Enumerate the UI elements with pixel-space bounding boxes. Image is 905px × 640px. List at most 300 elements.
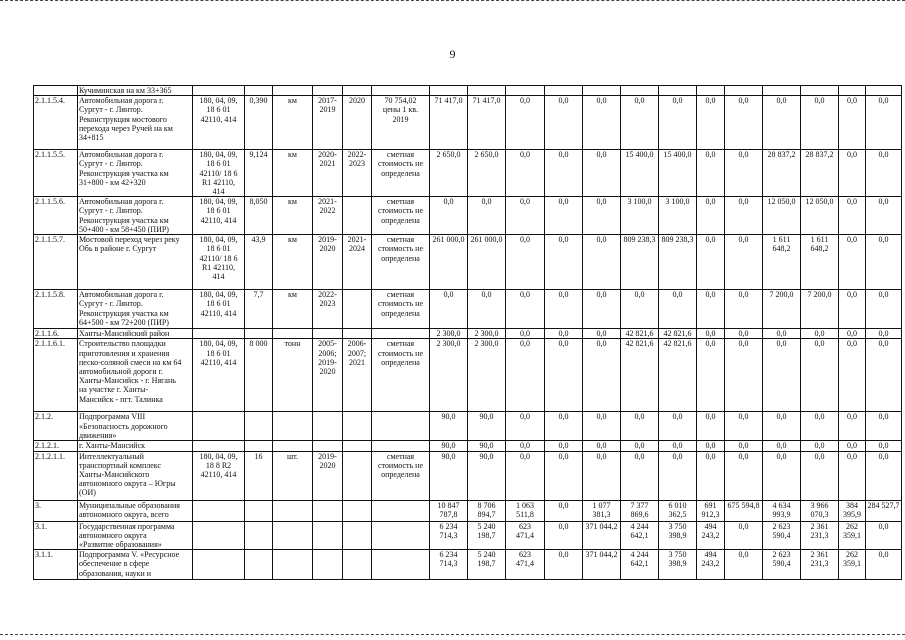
table-cell: 0,0: [839, 451, 866, 500]
table-cell: км: [273, 290, 313, 329]
table-cell: 2006- 2007; 2021: [343, 339, 372, 412]
table-cell: 0,0: [866, 235, 902, 290]
table-cell: 2.1.1.5.8.: [34, 290, 78, 329]
table-cell: [621, 86, 659, 96]
table-cell: 0,0: [725, 290, 763, 329]
table-cell: [193, 550, 245, 580]
table-cell: [866, 86, 902, 96]
table-cell: 0,0: [763, 451, 801, 500]
table-cell: 262 359,1: [839, 521, 866, 550]
table-cell: [506, 86, 545, 96]
table-cell: 2.1.2.1.1.: [34, 451, 78, 500]
table-cell: 6 234 714,3: [430, 521, 468, 550]
table-cell: 8,050: [245, 197, 273, 235]
table-cell: [245, 86, 273, 96]
table-cell: Автомобильная дорога г. Сургут - г. Лянтор. Реконструкция мостового перехода через Ручей на км 34+815: [78, 96, 193, 150]
table-cell: 0,0: [866, 521, 902, 550]
table-row: [34, 86, 902, 96]
table-cell: [372, 86, 430, 96]
table-cell: км: [273, 197, 313, 235]
table-cell: 0,0: [697, 339, 725, 412]
table-cell: 2005- 2006; 2019- 2020: [313, 339, 343, 412]
table-cell: Подпрограмма VIII «Безопасность дорожного движения»: [78, 412, 193, 441]
table-row: [34, 235, 902, 290]
table-cell: 0,0: [583, 339, 621, 412]
table-cell: 2022- 2023: [313, 290, 343, 329]
page-top-border: [0, 0, 905, 5]
table-cell: 0,0: [506, 451, 545, 500]
table-row: [34, 441, 902, 451]
table-cell: 0,0: [866, 550, 902, 580]
table-cell: [273, 550, 313, 580]
table-cell: Подпрограмма V. «Ресурсное обеспечение в сфере образования, науки и: [78, 550, 193, 580]
table-cell: [245, 500, 273, 521]
table-cell: 180, 04, 09, 18 6 01 42110/ 18 6 R1 42110, 414: [193, 235, 245, 290]
table-cell: 0,0: [583, 290, 621, 329]
table-cell: 3 750 398,9: [659, 550, 697, 580]
table-cell: 3 100,0: [621, 197, 659, 235]
table-cell: 623 471,4: [506, 550, 545, 580]
table-cell: 7 200,0: [763, 290, 801, 329]
table-cell: [193, 500, 245, 521]
table-cell: 0,0: [621, 96, 659, 150]
table-cell: 180, 04, 09, 18 6 01 42110, 414: [193, 197, 245, 235]
table-cell: 3.1.1.: [34, 550, 78, 580]
table-cell: [725, 86, 763, 96]
table-cell: 0,0: [763, 329, 801, 339]
table-cell: 0,0: [801, 412, 839, 441]
table-cell: 0,0: [506, 150, 545, 197]
table-cell: 28 837,2: [801, 150, 839, 197]
table-cell: 2020: [343, 96, 372, 150]
table-cell: 71 417,0: [468, 96, 506, 150]
table-row: [34, 500, 902, 521]
table-cell: 0,0: [801, 451, 839, 500]
table-cell: 0,0: [866, 96, 902, 150]
table-cell: 0,0: [866, 451, 902, 500]
table-cell: 0,0: [801, 441, 839, 451]
table-cell: 3.: [34, 500, 78, 521]
table-row: [34, 412, 902, 441]
table-cell: 4 244 642,1: [621, 521, 659, 550]
table-cell: [273, 86, 313, 96]
table-cell: 0,0: [725, 96, 763, 150]
table-cell: 262 359,1: [839, 550, 866, 580]
table-cell: Государственная программа автономного округа «Развитие образования»: [78, 521, 193, 550]
table-cell: 2 300,0: [468, 339, 506, 412]
table-cell: 0,0: [697, 441, 725, 451]
table-cell: 6 010 362,5: [659, 500, 697, 521]
table-cell: [245, 521, 273, 550]
table-cell: сметная стоимость не определена: [372, 150, 430, 197]
table-cell: 0,0: [545, 451, 583, 500]
table-cell: 0,0: [697, 329, 725, 339]
table-cell: 2019- 2020: [313, 451, 343, 500]
table-cell: 809 238,3: [659, 235, 697, 290]
table-cell: 0,0: [725, 412, 763, 441]
table-cell: [372, 550, 430, 580]
table-cell: Строительство площадки приготовления и хранения песко-соляной смеси на км 64 автомобильной дороги г. Ханты-Мансийск - г. Нягань на участке г. Ханты- Мансийск - пгт. Талинка: [78, 339, 193, 412]
table-cell: 0,0: [659, 451, 697, 500]
table-cell: 0,0: [545, 339, 583, 412]
table-cell: 0,0: [583, 96, 621, 150]
table-cell: 90,0: [430, 441, 468, 451]
table-cell: 0,0: [866, 329, 902, 339]
table-cell: 0,0: [506, 441, 545, 451]
table-cell: 371 044,2: [583, 550, 621, 580]
table-cell: 0,0: [583, 197, 621, 235]
table-cell: 0,0: [697, 451, 725, 500]
table-cell: 43,9: [245, 235, 273, 290]
table-cell: 2 361 231,3: [801, 550, 839, 580]
table-cell: 0,0: [583, 329, 621, 339]
table-cell: 494 243,2: [697, 521, 725, 550]
table-cell: [313, 441, 343, 451]
table-cell: 16: [245, 451, 273, 500]
table-cell: 0,0: [545, 197, 583, 235]
table-cell: 180, 04, 09, 18 6 01 42110, 414: [193, 96, 245, 150]
table-cell: 2 650,0: [468, 150, 506, 197]
table-cell: 90,0: [430, 412, 468, 441]
table-cell: 4 244 642,1: [621, 550, 659, 580]
table-cell: 371 044,2: [583, 521, 621, 550]
table-cell: 0,0: [697, 150, 725, 197]
table-cell: 0,0: [801, 329, 839, 339]
table-cell: 0,0: [697, 96, 725, 150]
table-cell: 494 243,2: [697, 550, 725, 580]
table-cell: 0,0: [866, 290, 902, 329]
table-cell: 0,0: [545, 290, 583, 329]
table-cell: км: [273, 235, 313, 290]
table-cell: [372, 521, 430, 550]
table-cell: Автомобильная дорога г. Сургут - г. Лянтор. Реконструкция участка км 31+800 - км 42+320: [78, 150, 193, 197]
table-cell: 0,0: [621, 441, 659, 451]
table-cell: 0,0: [545, 235, 583, 290]
table-row: [34, 329, 902, 339]
table-cell: 0,0: [725, 451, 763, 500]
table-cell: 5 240 198,7: [468, 550, 506, 580]
table-cell: 90,0: [468, 451, 506, 500]
table-cell: [273, 521, 313, 550]
table-cell: 384 395,9: [839, 500, 866, 521]
table-cell: 4 634 993,9: [763, 500, 801, 521]
table-cell: [343, 412, 372, 441]
table-cell: 0,0: [763, 96, 801, 150]
table-cell: 8 706 894,7: [468, 500, 506, 521]
table-cell: [245, 329, 273, 339]
table-cell: [313, 550, 343, 580]
table-cell: [468, 86, 506, 96]
table-cell: 0,0: [839, 329, 866, 339]
table-cell: 0,0: [545, 150, 583, 197]
table-cell: 180, 04, 09, 18 6 01 42110, 414: [193, 290, 245, 329]
table-cell: 0,0: [839, 96, 866, 150]
table-cell: 691 912,3: [697, 500, 725, 521]
table-cell: 6 234 714,3: [430, 550, 468, 580]
table-cell: 90,0: [468, 441, 506, 451]
table-cell: 71 417,0: [430, 96, 468, 150]
table-cell: 0,0: [697, 290, 725, 329]
table-cell: 2.1.1.5.6.: [34, 197, 78, 235]
table-row: [34, 150, 902, 197]
table-cell: [583, 86, 621, 96]
table-cell: 0,0: [545, 412, 583, 441]
table-cell: 2021- 2024: [343, 235, 372, 290]
table-cell: 2.1.1.6.1.: [34, 339, 78, 412]
table-cell: 2.1.2.: [34, 412, 78, 441]
table-cell: [372, 441, 430, 451]
table-cell: 9,124: [245, 150, 273, 197]
table-cell: 0,0: [866, 412, 902, 441]
table-cell: [343, 441, 372, 451]
table-cell: 12 050,0: [763, 197, 801, 235]
table-cell: 28 837,2: [763, 150, 801, 197]
table-cell: 7 377 869,6: [621, 500, 659, 521]
table-cell: 0,0: [506, 329, 545, 339]
table-cell: 0,0: [659, 96, 697, 150]
table-row: [34, 339, 902, 412]
table-cell: 2 361 231,3: [801, 521, 839, 550]
table-cell: 0,0: [545, 96, 583, 150]
table-cell: 0,0: [725, 150, 763, 197]
table-cell: 0,0: [545, 441, 583, 451]
table-cell: 5 240 198,7: [468, 521, 506, 550]
table-cell: 3 966 070,3: [801, 500, 839, 521]
table-cell: 12 050,0: [801, 197, 839, 235]
table-cell: [313, 500, 343, 521]
table-cell: 0,0: [725, 441, 763, 451]
table-cell: [245, 412, 273, 441]
table-cell: 0,0: [839, 441, 866, 451]
table-cell: [273, 329, 313, 339]
table-cell: [659, 86, 697, 96]
table-cell: 1 063 511,8: [506, 500, 545, 521]
table-cell: [763, 86, 801, 96]
table-cell: 0,0: [621, 412, 659, 441]
table-cell: км: [273, 96, 313, 150]
table-cell: [245, 441, 273, 451]
table-cell: [193, 441, 245, 451]
table-cell: 0,0: [839, 197, 866, 235]
table-cell: 2022- 2023: [343, 150, 372, 197]
table-cell: 0,0: [430, 197, 468, 235]
table-cell: 0,0: [839, 290, 866, 329]
table-cell: Кучиминская на км 33+365: [78, 86, 193, 96]
budget-table: [33, 85, 902, 580]
table-cell: 0,0: [725, 339, 763, 412]
table-cell: 675 594,8: [725, 500, 763, 521]
table-cell: 1 077 381,3: [583, 500, 621, 521]
table-cell: 15 400,0: [621, 150, 659, 197]
table-cell: [193, 521, 245, 550]
table-cell: 2 623 590,4: [763, 550, 801, 580]
table-row: [34, 197, 902, 235]
table-cell: 0,0: [545, 500, 583, 521]
table-cell: 0,0: [583, 150, 621, 197]
table-cell: [372, 500, 430, 521]
table-cell: 0,0: [725, 550, 763, 580]
table-row: [34, 521, 902, 550]
table-cell: 180, 04, 09, 18 6 01 42110/ 18 6 R1 42110, 414: [193, 150, 245, 197]
table-cell: [273, 412, 313, 441]
table-cell: 0,0: [866, 441, 902, 451]
table-cell: 284 527,7: [866, 500, 902, 521]
table-cell: 15 400,0: [659, 150, 697, 197]
table-cell: 42 821,6: [659, 339, 697, 412]
table-cell: 0,0: [545, 329, 583, 339]
table-cell: 261 000,0: [430, 235, 468, 290]
table-cell: тонн: [273, 339, 313, 412]
table-cell: сметная стоимость не определена: [372, 197, 430, 235]
table-cell: 0,0: [866, 150, 902, 197]
table-cell: 180, 04, 09, 18 8 R2 42110, 414: [193, 451, 245, 500]
table-cell: 0,0: [506, 339, 545, 412]
table-cell: 0,0: [763, 441, 801, 451]
table-cell: 2 300,0: [430, 339, 468, 412]
table-cell: 3.1.: [34, 521, 78, 550]
table-cell: 0,0: [725, 235, 763, 290]
table-cell: 0,0: [659, 441, 697, 451]
table-cell: 0,0: [697, 235, 725, 290]
table-cell: [343, 521, 372, 550]
table-cell: 0,0: [725, 329, 763, 339]
table-cell: 0,0: [621, 290, 659, 329]
table-cell: 90,0: [430, 451, 468, 500]
table-cell: Автомобильная дорога г. Сургут - г. Лянтор. Реконструкция участка км 64+500 - км 72+200 (ПИР): [78, 290, 193, 329]
table-cell: 0,0: [725, 521, 763, 550]
table-cell: 0,0: [763, 339, 801, 412]
table-cell: шт.: [273, 451, 313, 500]
table-cell: 0,0: [583, 441, 621, 451]
table-cell: [343, 451, 372, 500]
table-cell: 8 000: [245, 339, 273, 412]
table-cell: 261 000,0: [468, 235, 506, 290]
table-cell: 0,0: [839, 150, 866, 197]
table-cell: 2.1.1.5.4.: [34, 96, 78, 150]
table-cell: 1 611 648,2: [763, 235, 801, 290]
table-cell: 0,390: [245, 96, 273, 150]
table-cell: 0,0: [839, 235, 866, 290]
table-cell: [273, 500, 313, 521]
table-cell: [193, 86, 245, 96]
table-cell: [343, 197, 372, 235]
table-cell: 0,0: [839, 339, 866, 412]
table-cell: 180, 04, 09, 18 6 01 42110, 414: [193, 339, 245, 412]
table-cell: 42 821,6: [621, 329, 659, 339]
table-cell: 0,0: [468, 290, 506, 329]
table-cell: 2 650,0: [430, 150, 468, 197]
table-cell: 0,0: [697, 412, 725, 441]
page-number: 9: [449, 47, 456, 61]
table-cell: 0,0: [545, 550, 583, 580]
table-cell: [273, 441, 313, 451]
table-cell: 0,0: [763, 412, 801, 441]
table-cell: 7 200,0: [801, 290, 839, 329]
table-cell: Ханты-Мансийский район: [78, 329, 193, 339]
page-bottom-border: [0, 634, 905, 635]
table-cell: [839, 86, 866, 96]
table-cell: 0,0: [801, 96, 839, 150]
table-cell: сметная стоимость не определена: [372, 290, 430, 329]
table-cell: 2.1.1.5.7.: [34, 235, 78, 290]
table-cell: 70 754,02 цены 1 кв. 2019: [372, 96, 430, 150]
table-cell: 0,0: [506, 290, 545, 329]
table-cell: 2020- 2021: [313, 150, 343, 197]
table-cell: г. Ханты-Мансийск: [78, 441, 193, 451]
table-cell: [343, 550, 372, 580]
table-cell: 3 100,0: [659, 197, 697, 235]
table-cell: 0,0: [839, 412, 866, 441]
table-cell: 0,0: [583, 235, 621, 290]
table-cell: 0,0: [866, 197, 902, 235]
table-cell: Муниципальные образования автономного округа, всего: [78, 500, 193, 521]
table-cell: 0,0: [866, 339, 902, 412]
table-cell: 0,0: [725, 197, 763, 235]
table-cell: 0,0: [468, 197, 506, 235]
table-cell: 0,0: [583, 451, 621, 500]
table-cell: 2 623 590,4: [763, 521, 801, 550]
table-cell: [193, 329, 245, 339]
table-cell: [313, 412, 343, 441]
table-cell: 90,0: [468, 412, 506, 441]
table-cell: сметная стоимость не определена: [372, 451, 430, 500]
table-row: [34, 550, 902, 580]
table-cell: [372, 412, 430, 441]
table-cell: [34, 86, 78, 96]
table-cell: 0,0: [697, 197, 725, 235]
table-cell: 0,0: [430, 290, 468, 329]
table-cell: 809 238,3: [621, 235, 659, 290]
table-cell: 2019- 2020: [313, 235, 343, 290]
table-cell: 0,0: [506, 96, 545, 150]
table-cell: [801, 86, 839, 96]
table-cell: 2 300,0: [468, 329, 506, 339]
table-cell: 0,0: [801, 339, 839, 412]
table-cell: 623 471,4: [506, 521, 545, 550]
table-cell: 2017- 2019: [313, 96, 343, 150]
table-cell: 1 611 648,2: [801, 235, 839, 290]
table-cell: 2021- 2022: [313, 197, 343, 235]
table-cell: 10 847 787,8: [430, 500, 468, 521]
table-cell: сметная стоимость не определена: [372, 339, 430, 412]
table-cell: 42 821,6: [659, 329, 697, 339]
table-cell: 0,0: [659, 290, 697, 329]
table-cell: 2.1.1.5.5.: [34, 150, 78, 197]
table-cell: [343, 329, 372, 339]
table-cell: 2.1.2.1.: [34, 441, 78, 451]
table-cell: [245, 550, 273, 580]
table-cell: 0,0: [506, 412, 545, 441]
table-cell: 0,0: [506, 197, 545, 235]
table-cell: [193, 412, 245, 441]
table-cell: 0,0: [506, 235, 545, 290]
table-cell: [313, 521, 343, 550]
table-cell: [313, 329, 343, 339]
table-cell: 42 821,6: [621, 339, 659, 412]
table-cell: Мостовой переход через реку Обь в районе г. Сургут: [78, 235, 193, 290]
table-cell: 0,0: [545, 521, 583, 550]
table-row: [34, 96, 902, 150]
table-cell: 0,0: [621, 451, 659, 500]
table-row: [34, 290, 902, 329]
table-cell: 2.1.1.6.: [34, 329, 78, 339]
table-cell: 0,0: [583, 412, 621, 441]
table-cell: [343, 290, 372, 329]
table-cell: [697, 86, 725, 96]
table-cell: 3 750 398,9: [659, 521, 697, 550]
table-cell: [430, 86, 468, 96]
table-row: [34, 451, 902, 500]
